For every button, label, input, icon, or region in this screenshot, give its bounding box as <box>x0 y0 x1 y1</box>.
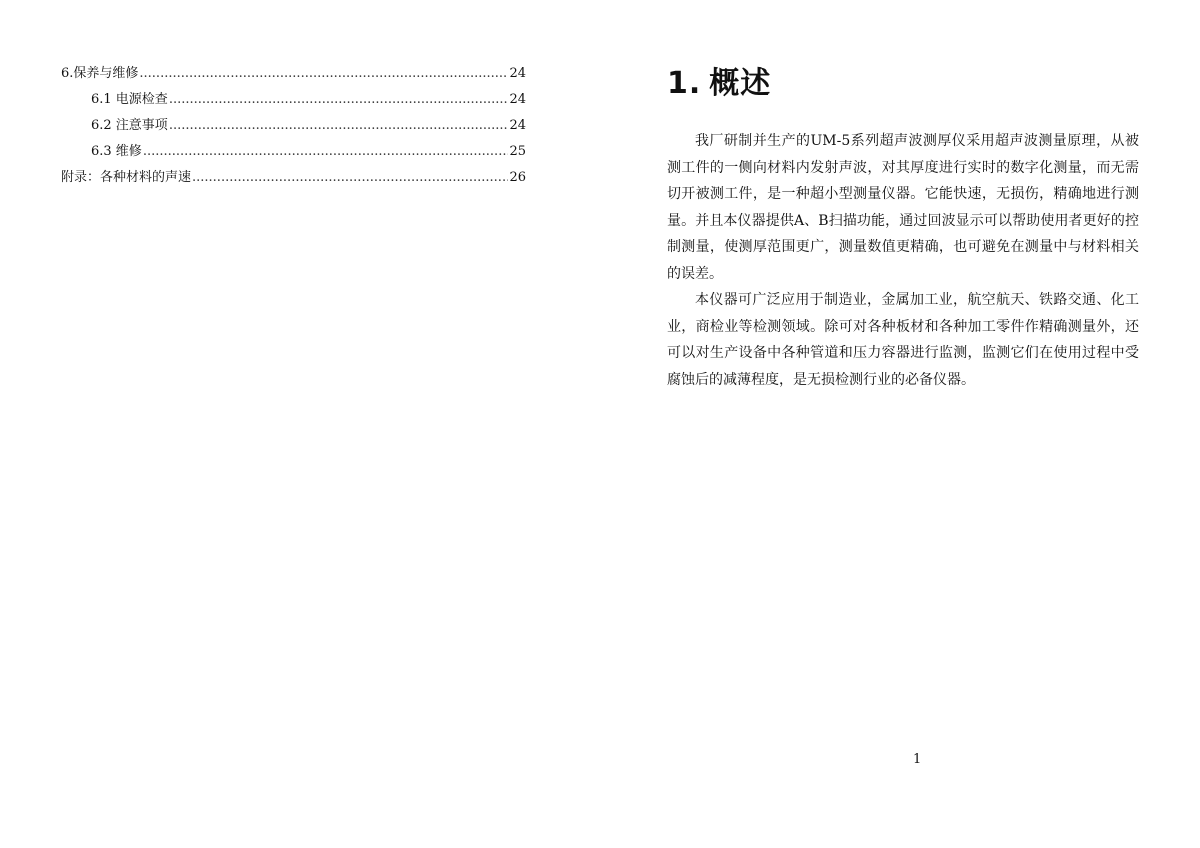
chapter-body <box>667 128 1139 393</box>
body-paragraph: 我厂研制并生产的UM-5系列超声波测厚仪采用超声波测量原理，从被测工件的一侧向材料内发射声波，对其厚度进行实时的数字化测量，而无需切开被测工件，是一种超小型测量仪器。它能快速，无损伤，精确地进行测量。并且本仪器提供A、B扫描功能，通过回波显示可以帮助使用者更好的控制测量，使测厚范围更广，测量数值更精确，也可避免在测量中与材料相关的误差。 <box>667 133 1139 282</box>
toc-entry-page: 24 <box>509 118 526 133</box>
toc-entry-label: 附录：各种材料的声速 <box>61 170 192 185</box>
toc-entry-maintenance <box>61 64 526 90</box>
toc-entry-page: 26 <box>509 170 526 185</box>
body-paragraph: 本仪器可广泛应用于制造业，金属加工业，航空航天、铁路交通、化工业，商检业等检测领域。除可对各种板材和各种加工零件作精确测量外，还可以对生产设备中各种管道和压力容器进行监测，监测它们在使用过程中受腐蚀后的减薄程度，是无损检测行业的必备仪器。 <box>667 292 1139 388</box>
right-page <box>600 0 1200 848</box>
toc-entry-page: 24 <box>509 92 526 107</box>
toc-entry-precautions <box>61 116 526 142</box>
toc-leader-dots <box>192 168 508 188</box>
toc-leader-dots <box>169 116 509 136</box>
toc-entry-power-check <box>61 90 526 116</box>
page-number: 1 <box>913 752 922 767</box>
toc-leader-dots <box>169 90 509 110</box>
chapter-number: 1. <box>667 66 702 101</box>
toc-entry-page: 25 <box>509 144 526 159</box>
toc-leader-dots <box>143 142 509 162</box>
chapter-title: 概述 <box>709 66 772 101</box>
toc-leader-dots <box>139 64 508 84</box>
chapter-heading <box>667 62 771 106</box>
toc-entry-repair <box>61 142 526 168</box>
toc-entry-page: 24 <box>509 66 526 81</box>
table-of-contents <box>61 64 526 194</box>
toc-entry-label: 6.2 注意事项 <box>91 118 168 133</box>
toc-entry-label: 6.3 维修 <box>91 144 142 159</box>
toc-entry-appendix <box>61 168 526 194</box>
toc-entry-label: 6.保养与维修 <box>61 66 139 81</box>
toc-entry-label: 6.1 电源检查 <box>91 92 168 107</box>
